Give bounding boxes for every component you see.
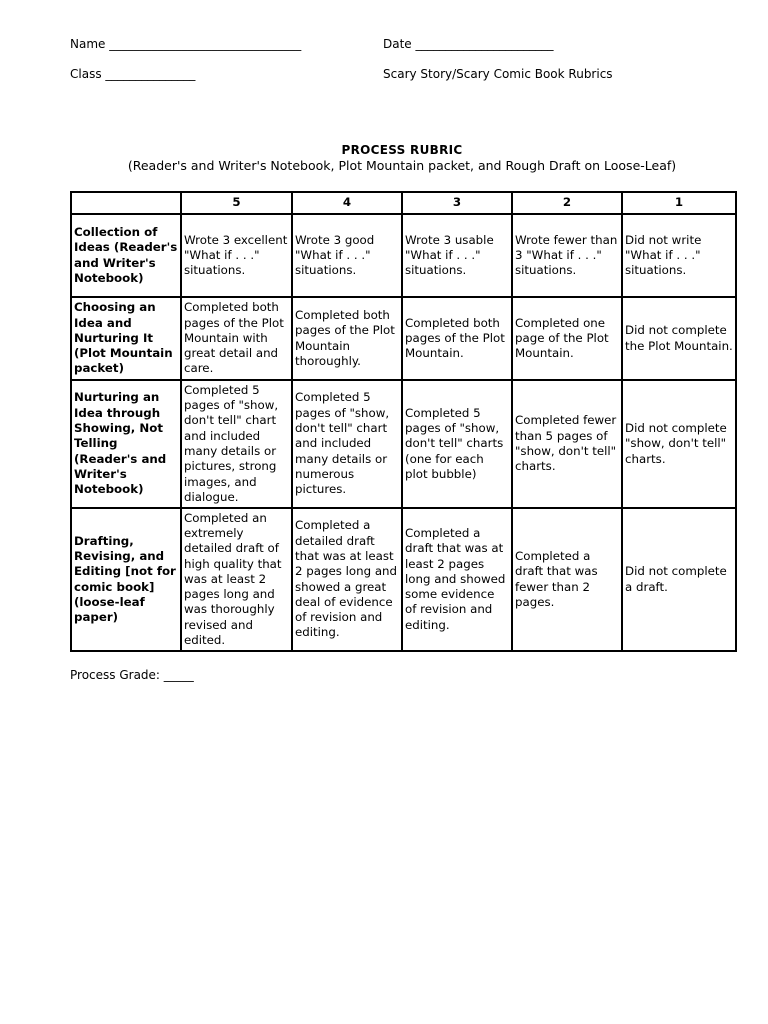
criterion-cell: Choosing an Idea and Nurturing It (Plot Mountain packet) (71, 297, 181, 380)
column-header-score-4: 4 (292, 192, 402, 214)
name-field-label: Name ________________________________ (70, 37, 302, 51)
criterion-cell: Collection of Ideas (Reader's and Writer's Notebook) (71, 214, 181, 297)
table-header-row (71, 192, 736, 214)
rubric-cell: Wrote fewer than 3 "What if . . ." situations. (512, 214, 622, 297)
table-row (71, 297, 736, 380)
rubric-heading (70, 142, 734, 174)
table-row (71, 214, 736, 297)
column-header-score-3: 3 (402, 192, 512, 214)
class-field-label: Class _______________ (70, 67, 196, 81)
date-field-label: Date _______________________ (383, 37, 554, 51)
rubric-cell: Completed an extremely detailed draft of high quality that was at least 2 pages long and was thoroughly revised and edited. (181, 508, 292, 651)
rubric-cell: Completed 5 pages of "show, don't tell" charts (one for each plot bubble) (402, 380, 512, 508)
rubric-title: PROCESS RUBRIC (341, 143, 463, 157)
rubric-cell: Completed fewer than 5 pages of "show, don't tell" charts. (512, 380, 622, 508)
rubric-cell: Completed a detailed draft that was at least 2 pages long and showed a great deal of evidence of revision and editing. (292, 508, 402, 651)
rubric-cell: Completed both pages of the Plot Mountain with great detail and care. (181, 297, 292, 380)
rubric-cell: Did not write "What if . . ." situations. (622, 214, 736, 297)
rubric-cell: Completed 5 pages of "show, don't tell" chart and included many details or pictures, strong images, and dialogue. (181, 380, 292, 508)
rubric-cell: Wrote 3 usable "What if . . ." situations. (402, 214, 512, 297)
rubric-cell: Completed a draft that was at least 2 pages long and showed some evidence of revision and editing. (402, 508, 512, 651)
rubric-cell: Completed both pages of the Plot Mountain thoroughly. (292, 297, 402, 380)
criterion-cell: Drafting, Revising, and Editing [not for comic book] (loose-leaf paper) (71, 508, 181, 651)
process-rubric-table (70, 191, 737, 652)
rubric-cell: Did not complete the Plot Mountain. (622, 297, 736, 380)
table-row (71, 380, 736, 508)
document-title: Scary Story/Scary Comic Book Rubrics (383, 67, 613, 81)
column-header-criteria (71, 192, 181, 214)
rubric-cell: Completed one page of the Plot Mountain. (512, 297, 622, 380)
rubric-cell: Completed a draft that was fewer than 2 pages. (512, 508, 622, 651)
rubric-cell: Did not complete "show, don't tell" charts. (622, 380, 736, 508)
rubric-cell: Did not complete a draft. (622, 508, 736, 651)
rubric-cell: Completed 5 pages of "show, don't tell" chart and included many details or numerous pictures. (292, 380, 402, 508)
column-header-score-5: 5 (181, 192, 292, 214)
column-header-score-2: 2 (512, 192, 622, 214)
rubric-cell: Wrote 3 good "What if . . ." situations. (292, 214, 402, 297)
rubric-subtitle: (Reader's and Writer's Notebook, Plot Mountain packet, and Rough Draft on Loose-Leaf) (127, 158, 677, 173)
rubric-cell: Completed both pages of the Plot Mountain. (402, 297, 512, 380)
criterion-cell: Nurturing an Idea through Showing, Not Telling (Reader's and Writer's Notebook) (71, 380, 181, 508)
column-header-score-1: 1 (622, 192, 736, 214)
table-row (71, 508, 736, 651)
process-grade-line: Process Grade: _____ (70, 668, 194, 682)
rubric-cell: Wrote 3 excellent "What if . . ." situations. (181, 214, 292, 297)
